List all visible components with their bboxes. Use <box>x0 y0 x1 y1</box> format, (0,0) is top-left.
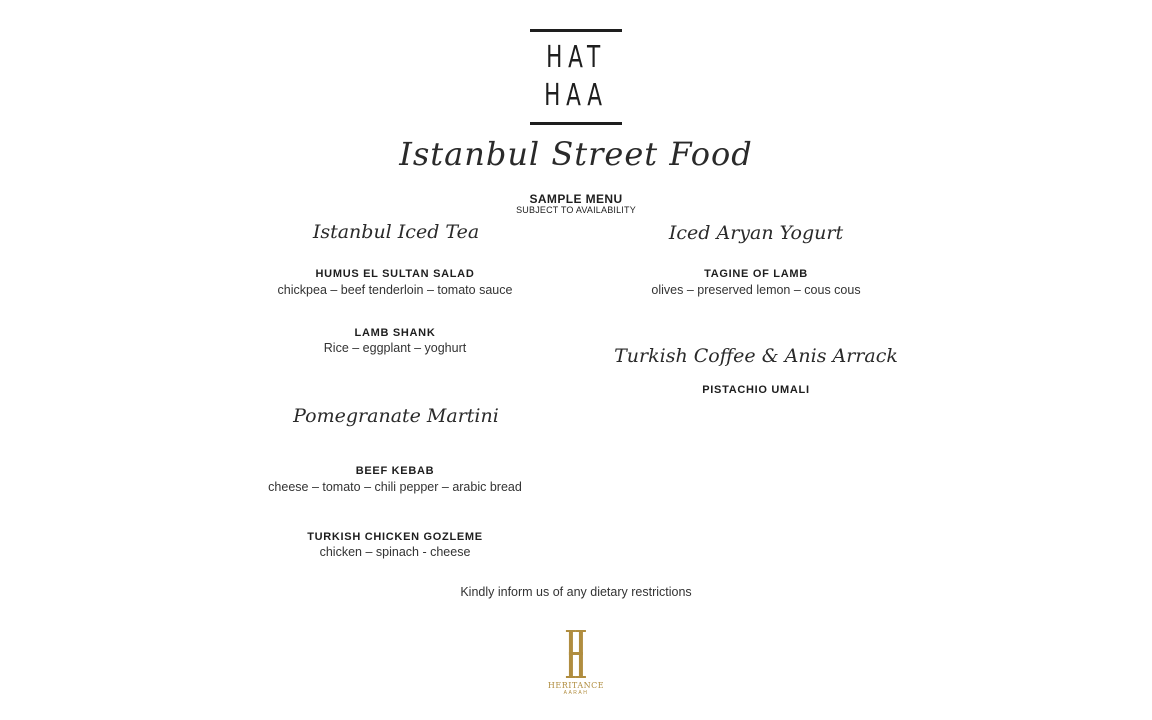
dish-name: PISTACHIO UMALI <box>702 384 810 396</box>
sample-menu-heading: SAMPLE MENU <box>529 192 623 206</box>
dish-description: olives – preserved lemon – cous cous <box>651 283 861 297</box>
dish-description: chicken – spinach - cheese <box>319 545 471 559</box>
drink-pomegranate-martini: Pomegranate Martini <box>293 405 499 427</box>
drink-turkish-coffee: Turkish Coffee & Anis Arrack <box>614 345 898 367</box>
dish-name: LAMB SHANK <box>354 327 436 339</box>
logo-line-2: HAA <box>544 78 608 113</box>
sample-menu-subheading: SUBJECT TO AVAILABILITY <box>516 205 636 215</box>
logo-top-bar <box>530 29 622 32</box>
dish-name: TURKISH CHICKEN GOZLEME <box>307 531 483 543</box>
logo-line-1: HAT <box>546 40 606 75</box>
hathaa-logo <box>530 29 622 125</box>
dish-description: cheese – tomato – chili pepper – arabic bread <box>268 480 522 494</box>
dish-name: TAGINE OF LAMB <box>704 268 808 280</box>
dish-name: BEEF KEBAB <box>355 465 435 477</box>
logo-bottom-bar <box>530 122 622 125</box>
dish-description: Rice – eggplant – yoghurt <box>323 341 467 355</box>
dish-name: HUMUS EL SULTAN SALAD <box>315 268 475 280</box>
drink-iced-aryan-yogurt: Iced Aryan Yogurt <box>668 222 844 244</box>
dietary-note: Kindly inform us of any dietary restrictions <box>460 585 692 599</box>
dish-description: chickpea – beef tenderloin – tomato sauce <box>277 283 513 297</box>
heritance-name: HERITANCE <box>547 681 605 690</box>
drink-istanbul-iced-tea: Istanbul Iced Tea <box>312 221 480 243</box>
heritance-logo <box>548 630 604 696</box>
heritance-location: AARAH <box>563 690 589 696</box>
page-title: Istanbul Street Food <box>399 135 753 173</box>
heritance-h-icon <box>565 630 587 678</box>
